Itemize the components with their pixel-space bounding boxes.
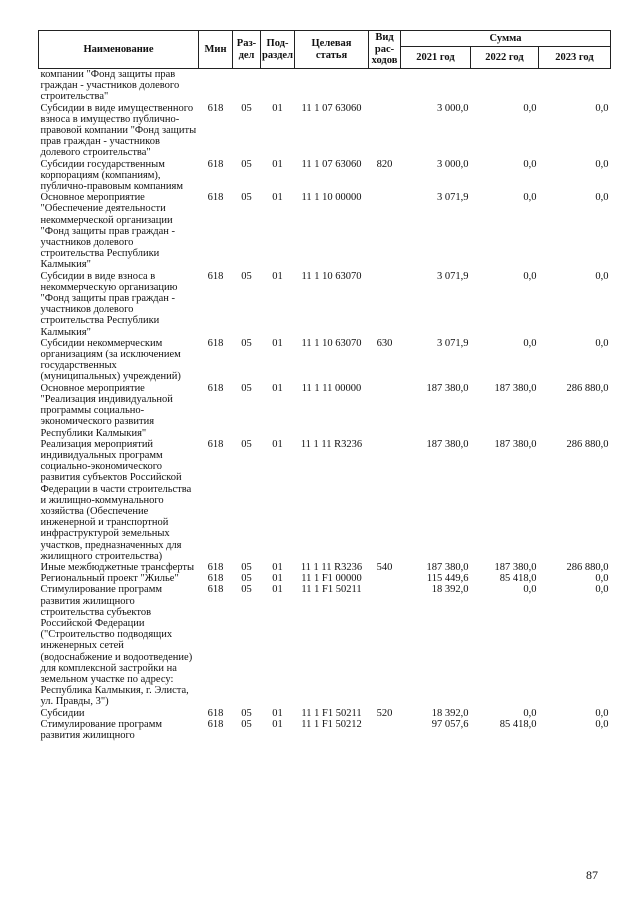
row-section: 05: [241, 337, 252, 349]
row-target-item: 11 1 F1 50211: [301, 584, 362, 596]
row-section: 05: [241, 158, 252, 170]
row-name: Субсидии в виде взноса в некоммерческую организацию "Фонд защиты прав граждан - участников долевого строительства Республики Калмыкия": [40, 270, 178, 338]
row-target-item: 11 1 F1 00000: [301, 573, 362, 585]
row-target-item: 11 1 10 63070: [301, 270, 362, 282]
row-sum-2022: 0,0: [523, 337, 537, 349]
row-subsection: 01: [272, 573, 283, 585]
row-expense-type: [369, 192, 401, 270]
row-ministry: 618: [207, 707, 224, 719]
row-ministry: 618: [207, 337, 224, 349]
row-name: Субсидии в виде имущественного взноса в имущество публично-правовой компании "Фонд защиты прав граждан - участников долевого строительства": [40, 102, 197, 159]
row-sum-2021: 187 380,0: [426, 561, 469, 573]
row-sum-2022: 187 380,0: [494, 382, 537, 394]
table-row: [39, 192, 611, 270]
row-section: 05: [241, 438, 252, 450]
row-expense-type: [369, 271, 401, 338]
row-sum-2023: 0,0: [595, 270, 609, 282]
table-row: [39, 708, 611, 719]
row-ministry: 618: [207, 718, 224, 730]
row-sum-2021: [401, 69, 471, 103]
row-ministry: 618: [207, 270, 224, 282]
row-name: Стимулирование программ развития жилищного: [40, 718, 162, 741]
budget-table: [38, 30, 611, 741]
header-year-2023: 2023 год: [539, 47, 611, 69]
row-target-item: [295, 69, 369, 103]
row-ministry: 618: [207, 158, 224, 170]
row-target-item: 11 1 10 00000: [301, 192, 362, 204]
row-sum-2022: 0,0: [523, 158, 537, 170]
row-subsection: [261, 69, 295, 103]
row-section: 05: [241, 584, 252, 596]
row-subsection: 01: [272, 707, 283, 719]
row-expense-type: [369, 719, 401, 741]
row-sum-2022: 0,0: [523, 270, 537, 282]
row-name: Субсидии государственным корпорациям (компаниям), публично-правовым компаниям: [40, 158, 184, 193]
row-expense-type: 540: [376, 561, 393, 573]
row-target-item: 11 1 07 63060: [301, 158, 362, 170]
table-row: [39, 103, 611, 159]
header-podrazdel: Под- раздел: [261, 31, 295, 69]
row-name: Основное мероприятие "Обеспечение деятельности некоммерческой организации "Фонд защиты прав граждан - участников долевого строительства Республики Калмыкия": [40, 192, 176, 271]
row-name: Реализация мероприятий индивидуальных программ социально-экономического развития субъектов Российской Федерации в части строительства и жилищно-коммунального хозяйства (Обеспечение инженерной и транспортной инфраструктурой земельных участков, предназначенных для жилищного строительства): [40, 438, 192, 562]
row-sum-2021: 3 071,9: [437, 192, 469, 204]
row-sum-2023: 0,0: [595, 573, 609, 585]
row-sum-2021: 115 449,6: [426, 573, 469, 585]
row-sum-2023: 0,0: [595, 337, 609, 349]
row-section: 05: [241, 192, 252, 204]
row-sum-2021: 3 071,9: [437, 270, 469, 282]
row-target-item: 11 1 11 R3236: [300, 561, 363, 573]
row-ministry: [199, 69, 233, 103]
row-target-item: 11 1 10 63070: [301, 337, 362, 349]
row-ministry: 618: [207, 584, 224, 596]
row-section: 05: [241, 718, 252, 730]
header-expense-type: Вид рас- ходов: [369, 31, 401, 69]
row-section: 05: [241, 270, 252, 282]
row-sum-2021: 3 071,9: [437, 337, 469, 349]
row-sum-2021: 187 380,0: [426, 438, 469, 450]
row-expense-type: [369, 103, 401, 159]
row-sum-2023: 286 880,0: [566, 438, 609, 450]
row-name: Субсидии: [40, 707, 85, 719]
row-section: 05: [241, 102, 252, 114]
table-row: [39, 383, 611, 439]
row-expense-type: 630: [376, 337, 393, 349]
header-year-2021: 2021 год: [401, 47, 471, 69]
row-section: 05: [241, 382, 252, 394]
row-name: компании "Фонд защиты прав граждан - участников долевого строительства": [40, 69, 180, 103]
row-sum-2021: 3 000,0: [437, 158, 469, 170]
row-sum-2023: [539, 69, 611, 103]
row-sum-2022: 187 380,0: [494, 438, 537, 450]
row-sum-2023: 0,0: [595, 192, 609, 204]
row-sum-2021: 3 000,0: [437, 102, 469, 114]
table-row: [39, 573, 611, 584]
row-expense-type: [369, 573, 401, 584]
row-target-item: 11 1 07 63060: [301, 102, 362, 114]
page-number: 87: [586, 868, 598, 882]
row-subsection: 01: [272, 718, 283, 730]
table-body: [39, 69, 611, 742]
row-target-item: 11 1 F1 50212: [301, 718, 362, 730]
row-sum-2023: 0,0: [595, 707, 609, 719]
row-subsection: 01: [272, 270, 283, 282]
header-year-2022: 2022 год: [471, 47, 539, 69]
row-name: Региональный проект "Жилье": [40, 573, 179, 585]
table-row: [39, 584, 611, 707]
row-sum-2021: 18 392,0: [431, 707, 469, 719]
row-ministry: 618: [207, 561, 224, 573]
row-section: 05: [241, 561, 252, 573]
header-name: Наименование: [39, 31, 199, 69]
row-sum-2021: 18 392,0: [431, 584, 469, 596]
row-sum-2021: 187 380,0: [426, 382, 469, 394]
row-subsection: 01: [272, 337, 283, 349]
row-sum-2022: 0,0: [523, 102, 537, 114]
row-subsection: 01: [272, 192, 283, 204]
header-min: Мин: [199, 31, 233, 69]
table-row: [39, 719, 611, 741]
row-subsection: 01: [272, 584, 283, 596]
row-subsection: 01: [272, 438, 283, 450]
row-section: 05: [241, 573, 252, 585]
row-ministry: 618: [207, 382, 224, 394]
row-sum-2022: 0,0: [523, 192, 537, 204]
row-target-item: 11 1 11 00000: [301, 382, 362, 394]
row-sum-2022: 0,0: [523, 707, 537, 719]
header-razdel: Раз- дел: [233, 31, 261, 69]
header-sum: Сумма: [401, 31, 611, 47]
row-expense-type: 820: [376, 158, 393, 170]
row-name: Стимулирование программ развития жилищного строительства субъектов Российской Федерации ("Строительство подводящих инженерных сетей (водоснабжение и водоотведение) для комплексной застройки на земельном участке по адресу: Республика Калмыкия, г. Элиста, ул. Правды, 3"): [40, 584, 193, 708]
table-row: [39, 69, 611, 103]
table-row: [39, 159, 611, 193]
row-sum-2022: 187 380,0: [494, 561, 537, 573]
row-sum-2023: 286 880,0: [566, 382, 609, 394]
row-expense-type: [369, 383, 401, 439]
table-row: [39, 562, 611, 573]
row-sum-2022: 85 418,0: [499, 573, 537, 585]
table-row: [39, 439, 611, 562]
row-target-item: 11 1 F1 50211: [301, 707, 362, 719]
row-subsection: 01: [272, 158, 283, 170]
table-row: [39, 338, 611, 383]
row-ministry: 618: [207, 438, 224, 450]
row-expense-type: 520: [376, 707, 393, 719]
row-sum-2021: 97 057,6: [431, 718, 469, 730]
row-target-item: 11 1 11 R3236: [300, 438, 363, 450]
row-sum-2023: 0,0: [595, 718, 609, 730]
row-sum-2022: 0,0: [523, 584, 537, 596]
row-subsection: 01: [272, 561, 283, 573]
row-name: Субсидии некоммерческим организациям (за исключением государственных (муниципальных) учреждений): [40, 337, 181, 383]
row-sum-2023: 0,0: [595, 584, 609, 596]
row-section: [233, 69, 261, 103]
row-name: Иные межбюджетные трансферты: [40, 561, 195, 573]
header-target-item: Целевая статья: [295, 31, 369, 69]
table-row: [39, 271, 611, 338]
row-section: 05: [241, 707, 252, 719]
row-expense-type: [369, 439, 401, 562]
row-subsection: 01: [272, 382, 283, 394]
row-sum-2022: 85 418,0: [499, 718, 537, 730]
row-sum-2022: [471, 69, 539, 103]
row-expense-type: [369, 69, 401, 103]
row-ministry: 618: [207, 192, 224, 204]
row-sum-2023: 0,0: [595, 102, 609, 114]
row-sum-2023: 0,0: [595, 158, 609, 170]
row-ministry: 618: [207, 573, 224, 585]
row-expense-type: [369, 584, 401, 707]
row-sum-2023: 286 880,0: [566, 561, 609, 573]
row-ministry: 618: [207, 102, 224, 114]
row-name: Основное мероприятие "Реализация индивидуальной программы социально-экономического развития Республики Калмыкия": [40, 382, 173, 439]
row-subsection: 01: [272, 102, 283, 114]
